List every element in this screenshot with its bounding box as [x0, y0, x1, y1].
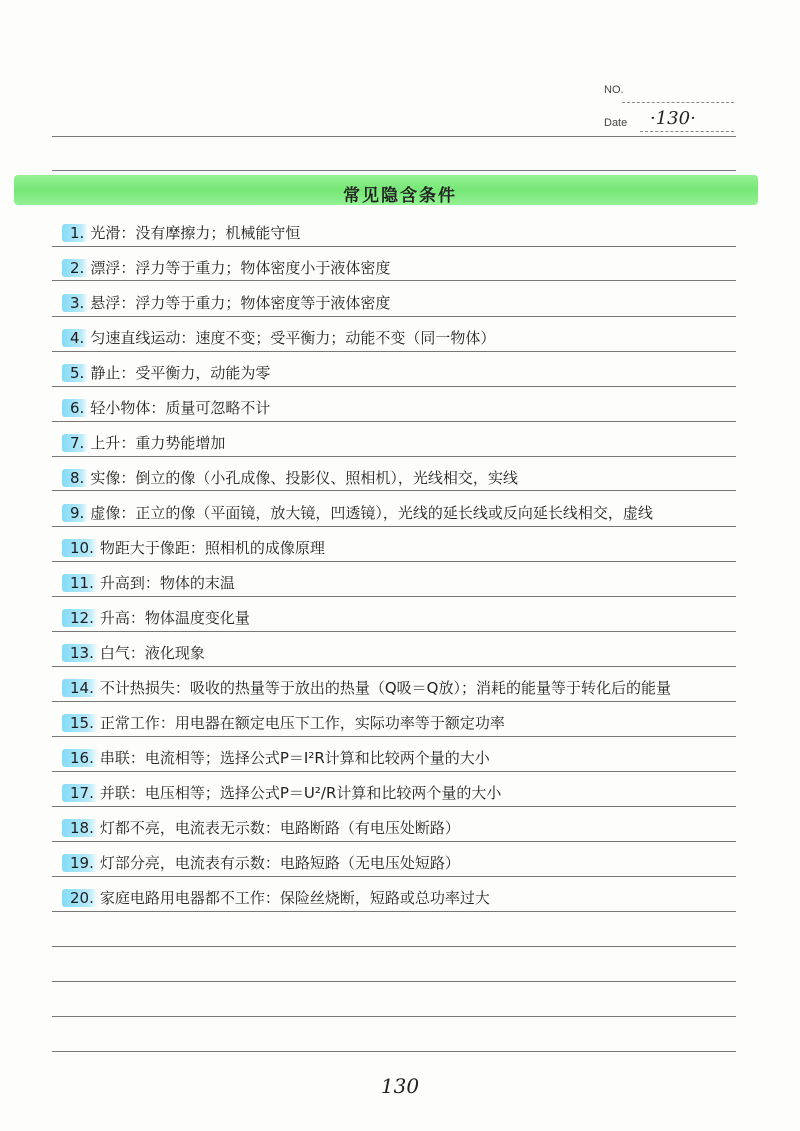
- item-number: 4.: [62, 329, 88, 347]
- list-item: [62, 677, 671, 703]
- item-number: 3.: [62, 294, 88, 312]
- item-number: 5.: [62, 364, 88, 382]
- list-item: [62, 362, 270, 388]
- item-text: 漂浮：浮力等于重力；物体密度小于液体密度: [90, 259, 391, 277]
- item-text: 并联：电压相等；选择公式P＝U²/R计算和比较两个量的大小: [99, 784, 502, 802]
- item-number: 18.: [62, 819, 98, 837]
- no-field-line: [622, 102, 734, 103]
- list-item: [62, 327, 495, 353]
- item-text: 灯都不亮，电流表无示数：电路断路（有电压处断路）: [99, 819, 460, 837]
- item-text: 静止：受平衡力，动能为零: [90, 364, 271, 382]
- item-number: 17.: [62, 784, 98, 802]
- item-text: 光滑：没有摩擦力；机械能守恒: [90, 224, 301, 242]
- list-item: [62, 712, 505, 738]
- item-number: 13.: [62, 644, 98, 662]
- list-item: [62, 782, 501, 808]
- list-item: [62, 397, 270, 423]
- no-label: NO.: [604, 84, 624, 96]
- list-item: [62, 222, 300, 248]
- list-item: [62, 292, 390, 318]
- date-field-line: [640, 131, 734, 132]
- item-text: 不计热损失：吸收的热量等于放出的热量（Q吸＝Q放）；消耗的能量等于转化后的能量: [99, 679, 671, 697]
- item-text: 正常工作：用电器在额定电压下工作，实际功率等于额定功率: [99, 714, 505, 732]
- list-item: [62, 887, 490, 913]
- item-number: 2.: [62, 259, 88, 277]
- list-item: [62, 852, 460, 878]
- list-item: [62, 607, 250, 633]
- date-label: Date: [604, 117, 628, 129]
- list-item: [62, 572, 235, 598]
- item-text: 实像：倒立的像（小孔成像、投影仪、照相机），光线相交，实线: [90, 469, 518, 487]
- item-number: 20.: [62, 889, 98, 907]
- page-title: 常见隐含条件: [343, 186, 457, 206]
- item-number: 6.: [62, 399, 88, 417]
- item-number: 16.: [62, 749, 98, 767]
- ruled-line: [52, 981, 736, 982]
- item-text: 上升：重力势能增加: [90, 434, 226, 452]
- item-number: 19.: [62, 854, 98, 872]
- ruled-line: [52, 1016, 736, 1017]
- item-number: 12.: [62, 609, 98, 627]
- list-item: [62, 537, 325, 563]
- item-text: 轻小物体：质量可忽略不计: [90, 399, 271, 417]
- item-number: 15.: [62, 714, 98, 732]
- item-text: 升高到：物体的末温: [99, 574, 235, 592]
- item-text: 串联：电流相等；选择公式P＝I²R计算和比较两个量的大小: [99, 749, 490, 767]
- item-number: 8.: [62, 469, 88, 487]
- list-item: [62, 432, 225, 458]
- item-number: 11.: [62, 574, 98, 592]
- list-item: [62, 817, 460, 843]
- date-value: ·130·: [650, 108, 696, 129]
- item-number: 1.: [62, 224, 88, 242]
- list-item: [62, 747, 490, 773]
- item-number: 9.: [62, 504, 88, 522]
- ruled-line: [52, 136, 736, 137]
- item-text: 虚像：正立的像（平面镜，放大镜，凹透镜），光线的延长线或反向延长线相交，虚线: [90, 504, 653, 522]
- page-number: 130: [380, 1074, 420, 1098]
- item-text: 物距大于像距：照相机的成像原理: [99, 539, 325, 557]
- item-text: 白气：液化现象: [99, 644, 205, 662]
- item-text: 悬浮：浮力等于重力；物体密度等于液体密度: [90, 294, 391, 312]
- item-text: 家庭电路用电器都不工作：保险丝烧断，短路或总功率过大: [99, 889, 490, 907]
- item-number: 7.: [62, 434, 88, 452]
- list-item: [62, 467, 518, 493]
- list-item: [62, 502, 653, 528]
- item-number: 10.: [62, 539, 98, 557]
- list-item: [62, 257, 390, 283]
- ruled-line: [52, 946, 736, 947]
- item-text: 灯部分亮，电流表有示数：电路短路（无电压处短路）: [99, 854, 460, 872]
- item-number: 14.: [62, 679, 98, 697]
- ruled-line: [52, 170, 736, 171]
- item-text: 匀速直线运动：速度不变；受平衡力；动能不变（同一物体）: [90, 329, 496, 347]
- item-text: 升高：物体温度变化量: [99, 609, 250, 627]
- list-item: [62, 642, 205, 668]
- ruled-line: [52, 1051, 736, 1052]
